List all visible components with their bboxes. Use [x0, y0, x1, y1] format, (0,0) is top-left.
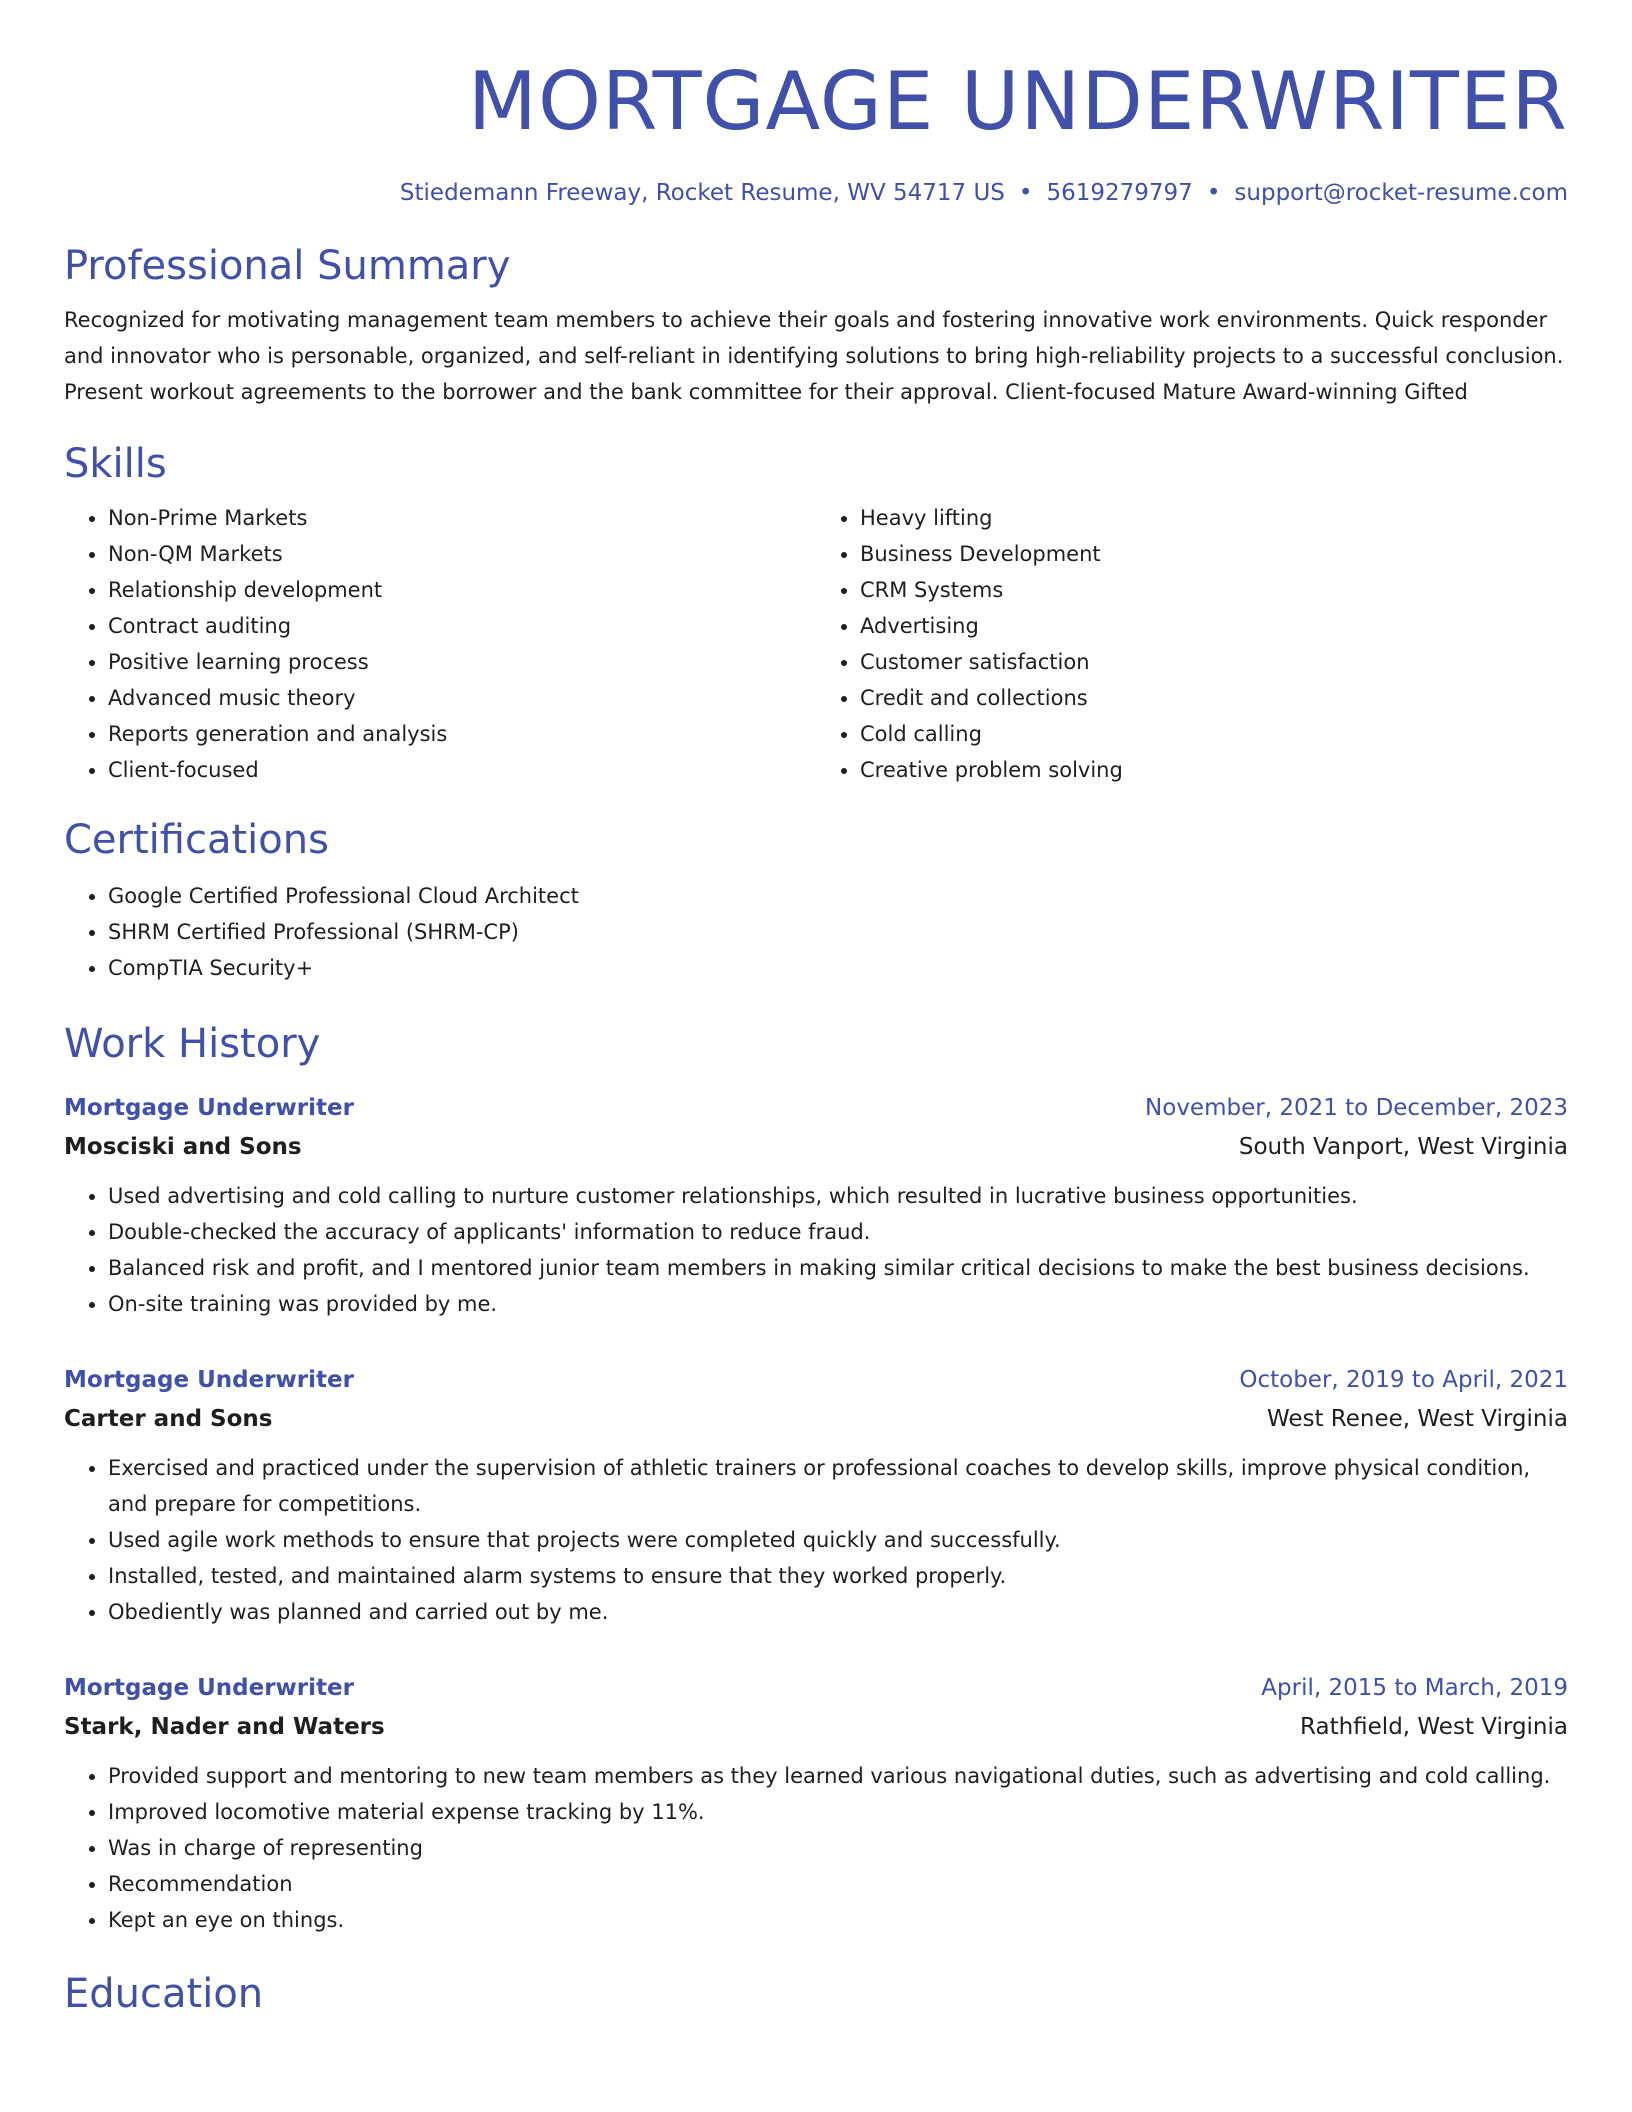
job-company: Stark, Nader and Waters	[64, 1714, 385, 1740]
job-bullet: • Provided support and mentoring to new team members as they learned various navigational duties, such as advertising and cold calling.	[108, 1758, 1568, 1794]
summary-section	[64, 240, 1568, 410]
job-company-row	[64, 1128, 1568, 1166]
job-entry	[64, 1088, 1568, 1322]
job-bullet: • On-site training was provided by me.	[108, 1286, 1568, 1322]
skill-item: • Business Development	[860, 536, 1568, 572]
job-header-row	[64, 1360, 1568, 1400]
work-history-section	[64, 1018, 1568, 1938]
job-bullet: • Installed, tested, and maintained alarm systems to ensure that they worked properly.	[108, 1558, 1568, 1594]
job-role: Mortgage Underwriter	[64, 1367, 354, 1393]
skill-item: • Relationship development	[108, 572, 816, 608]
job-bullets	[64, 1178, 1568, 1322]
job-bullet: • Exercised and practiced under the supervision of athletic trainers or professional coaches to develop skills, improve physical condition, and prepare for competitions.	[108, 1450, 1568, 1522]
skills-section	[64, 438, 1568, 788]
job-bullet: • Double-checked the accuracy of applicants' information to reduce fraud.	[108, 1214, 1568, 1250]
job-dates: November, 2021 to December, 2023	[1145, 1095, 1568, 1121]
job-entry	[64, 1668, 1568, 1938]
job-entry	[64, 1360, 1568, 1630]
skills-list-right	[816, 500, 1568, 788]
skill-item: • Reports generation and analysis	[108, 716, 816, 752]
contact-separator: •	[1206, 180, 1221, 206]
job-bullets	[64, 1758, 1568, 1938]
job-company: Mosciski and Sons	[64, 1134, 302, 1160]
skill-item: • Positive learning process	[108, 644, 816, 680]
skill-item: • Advertising	[860, 608, 1568, 644]
skill-item: • Contract auditing	[108, 608, 816, 644]
skills-heading: Skills	[64, 441, 167, 487]
contact-address: Stiedemann Freeway, Rocket Resume, WV 54717 US	[399, 180, 1005, 206]
skill-item: • Heavy lifting	[860, 500, 1568, 536]
job-bullets	[64, 1450, 1568, 1630]
resume-header	[64, 0, 1568, 208]
certification-item: • SHRM Certified Professional (SHRM-CP)	[108, 914, 1568, 950]
certification-item: • Google Certified Professional Cloud Architect	[108, 878, 1568, 914]
skill-item: • Credit and collections	[860, 680, 1568, 716]
job-location: South Vanport, West Virginia	[1238, 1134, 1568, 1160]
certifications-heading: Certifications	[64, 817, 329, 863]
skill-item: • Non-QM Markets	[108, 536, 816, 572]
contact-phone: 5619279797	[1046, 180, 1193, 206]
job-location: Rathfield, West Virginia	[1300, 1714, 1568, 1740]
job-company-row	[64, 1400, 1568, 1438]
certifications-section	[64, 814, 1568, 986]
skill-item: • Client-focused	[108, 752, 816, 788]
skill-item: • Non-Prime Markets	[108, 500, 816, 536]
job-company: Carter and Sons	[64, 1406, 273, 1432]
certifications-list	[64, 878, 1568, 986]
job-bullet: • Was in charge of representing	[108, 1830, 1568, 1866]
skill-item: • CRM Systems	[860, 572, 1568, 608]
job-role: Mortgage Underwriter	[64, 1675, 354, 1701]
job-location: West Renee, West Virginia	[1266, 1406, 1568, 1432]
summary-text: Recognized for motivating management team members to achieve their goals and fostering innovative work environments. Quick responder and innovator who is personable, organized, and self-reliant in identifying solutions to bring high-reliability projects to a successful conclusion. Present workout agreements to the borrower and the bank committee for their approval. Client-focused Mature Award-winning Gifted	[64, 308, 1564, 404]
skill-item: • Advanced music theory	[108, 680, 816, 716]
job-bullet: • Kept an eye on things.	[108, 1902, 1568, 1938]
job-bullet: • Obediently was planned and carried out by me.	[108, 1594, 1568, 1630]
job-bullet: • Used advertising and cold calling to nurture customer relationships, which resulted in lucrative business opportunities.	[108, 1178, 1568, 1214]
resume-title: MORTGAGE UNDERWRITER	[467, 55, 1568, 148]
job-role: Mortgage Underwriter	[64, 1095, 354, 1121]
job-dates: October, 2019 to April, 2021	[1239, 1367, 1568, 1393]
job-bullet: • Improved locomotive material expense tracking by 11%.	[108, 1794, 1568, 1830]
contact-line	[64, 178, 1568, 208]
contact-separator: •	[1018, 180, 1033, 206]
education-section	[64, 1968, 1568, 2020]
skills-list-left	[64, 500, 816, 788]
job-bullet: • Used agile work methods to ensure that projects were completed quickly and successfully.	[108, 1522, 1568, 1558]
job-header-row	[64, 1088, 1568, 1128]
skills-columns	[64, 500, 1568, 788]
skill-item: • Customer satisfaction	[860, 644, 1568, 680]
work-history-heading: Work History	[64, 1021, 321, 1067]
job-bullet: • Recommendation	[108, 1866, 1568, 1902]
job-company-row	[64, 1708, 1568, 1746]
contact-email: support@rocket-resume.com	[1234, 180, 1568, 206]
skill-item: • Creative problem solving	[860, 752, 1568, 788]
education-heading: Education	[64, 1971, 264, 2017]
job-header-row	[64, 1668, 1568, 1708]
certification-item: • CompTIA Security+	[108, 950, 1568, 986]
job-bullet: • Balanced risk and profit, and I mentored junior team members in making similar critical decisions to make the best business decisions.	[108, 1250, 1568, 1286]
job-dates: April, 2015 to March, 2019	[1261, 1675, 1568, 1701]
skill-item: • Cold calling	[860, 716, 1568, 752]
summary-heading: Professional Summary	[64, 243, 511, 289]
